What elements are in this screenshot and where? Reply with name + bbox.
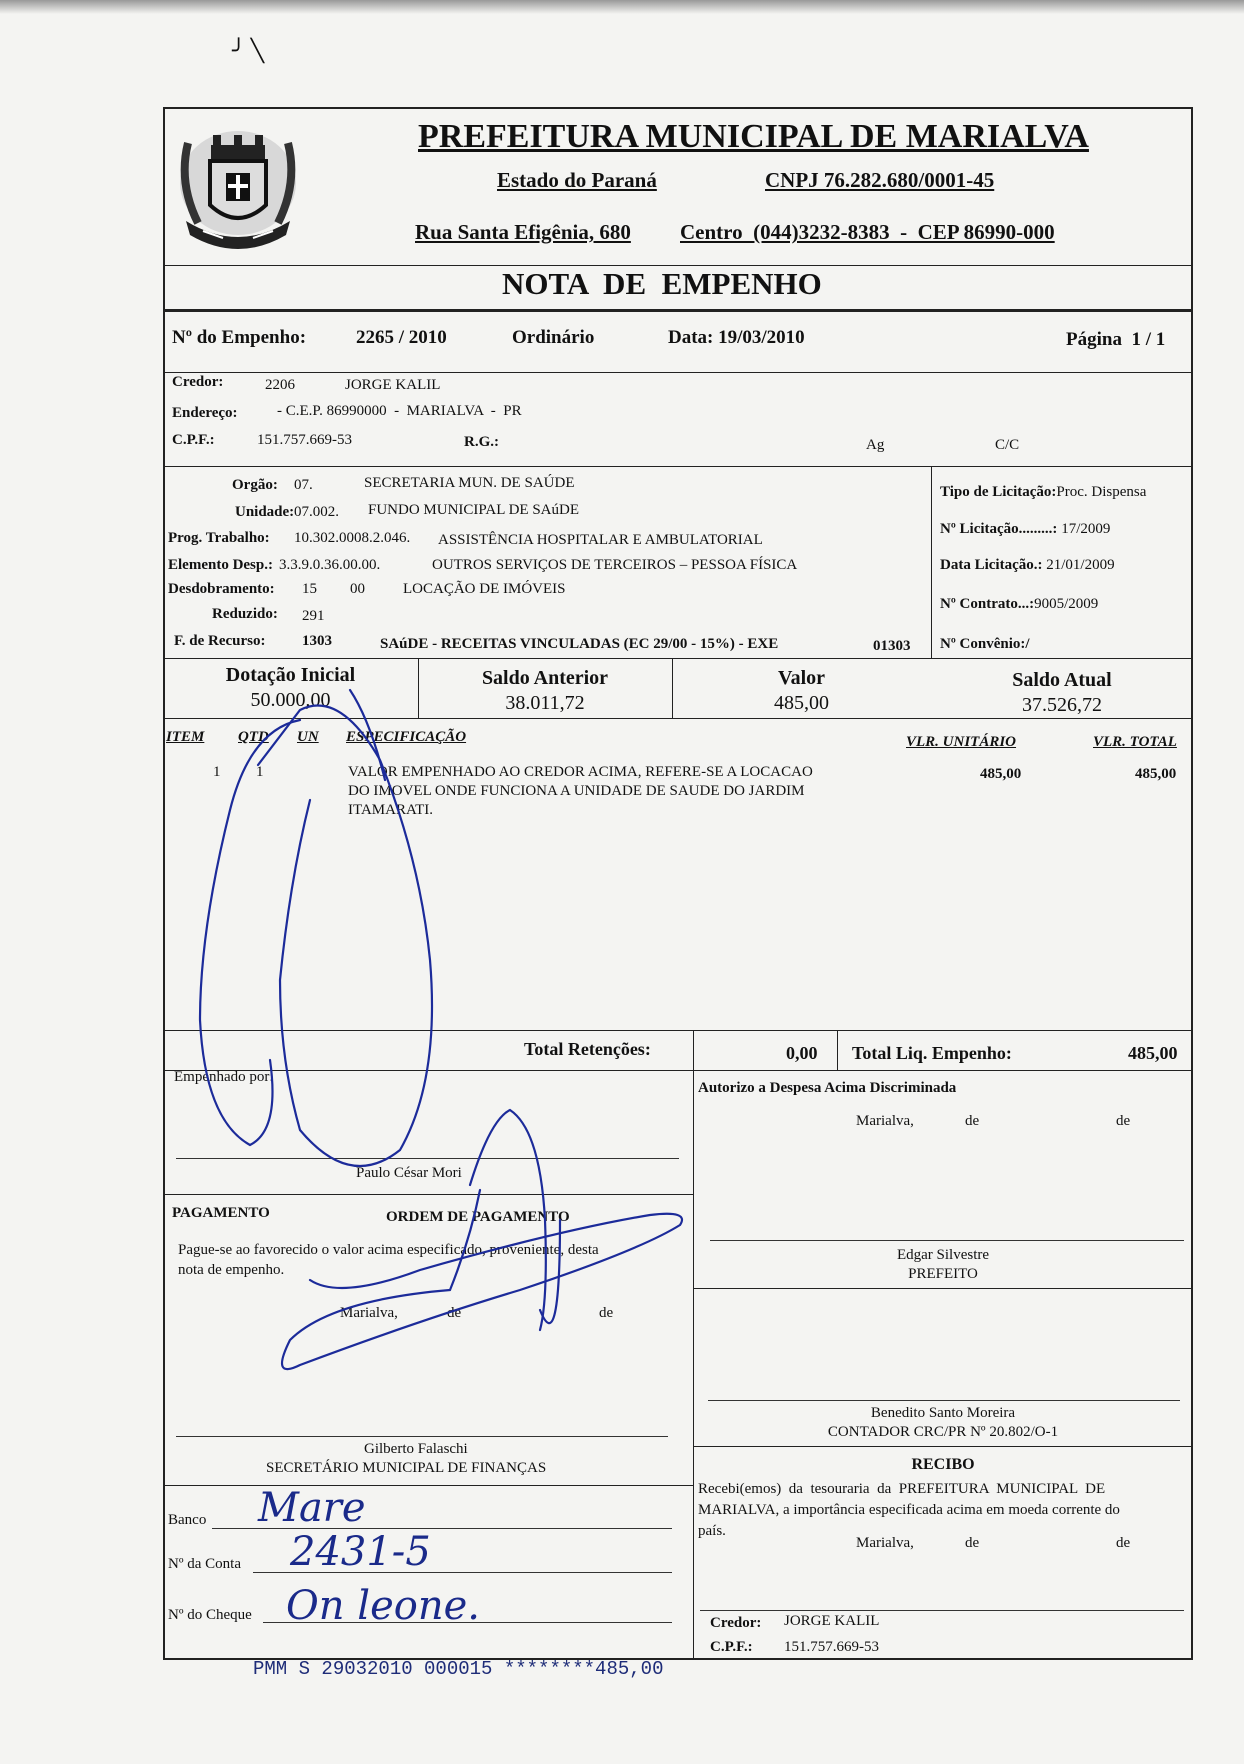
cpf-label: C.P.F.: [172, 432, 215, 448]
saldo-atual-label: Saldo Atual [1012, 669, 1112, 691]
contador-title: CONTADOR CRC/PR Nº 20.802/O-1 [827, 1424, 1059, 1440]
orgao-name: SECRETARIA MUN. DE SAÚDE [364, 475, 575, 491]
autorizo-text: Autorizo a Despesa Acima Discriminada [698, 1080, 957, 1096]
de-1: de [447, 1305, 462, 1321]
unidade-label: Unidade: [235, 504, 295, 520]
recibo-text-1: Recebi(emos) da tesouraria da PREFEITURA MUNICIPAL DE [698, 1481, 1106, 1497]
scan-marks: ╯ ╲ [232, 38, 264, 63]
prog-label: Prog. Trabalho: [168, 530, 270, 546]
elem-label: Elemento Desp.: [168, 557, 273, 573]
orgao-code: 07. [294, 477, 313, 493]
recibo-credor: JORGE KALIL [784, 1613, 880, 1629]
dotacao-value: 50.000,00 [250, 689, 331, 711]
credor-label: Credor: [172, 374, 224, 390]
unidade-name: FUNDO MUNICIPAL DE SAúDE [368, 502, 579, 518]
retencoes-label: Total Retenções: [524, 1039, 651, 1059]
recibo-cpf: 151.757.669-53 [784, 1639, 879, 1655]
de-2: de [599, 1305, 614, 1321]
secretario-title: SECRETÁRIO MUNICIPAL DE FINANÇAS [266, 1460, 547, 1476]
saldo-anterior-value: 38.011,72 [505, 692, 585, 714]
place-autorizo: Marialva, [856, 1113, 914, 1129]
item-total-value: 485,00 [1135, 766, 1177, 782]
col-vlr-unitario: VLR. UNITÁRIO [906, 734, 1017, 750]
prefeito-title: PREFEITO [908, 1266, 978, 1282]
item-qtd: 1 [256, 764, 264, 780]
ordem-pagamento-label: ORDEM DE PAGAMENTO [386, 1209, 570, 1225]
desd-name: LOCAÇÃO DE IMÓVEIS [403, 581, 566, 597]
num-licitacao: Nº Licitação.........: 17/2009 [940, 521, 1111, 537]
tipo-licitacao: Tipo de Licitação:Proc. Dispensa [940, 484, 1147, 500]
col-vlr-total: VLR. TOTAL [1093, 734, 1177, 750]
reduzido-code: 291 [302, 608, 325, 624]
de-3: de [965, 1113, 980, 1129]
cheque-label: Nº do Cheque [168, 1607, 252, 1623]
item-desc-line2: DO IMOVEL ONDE FUNCIONA A UNIDADE DE SAUDE DO JARDIM [348, 783, 805, 799]
prog-name: ASSISTÊNCIA HOSPITALAR E AMBULATORIAL [438, 532, 763, 548]
data-licitacao: Data Licitação.: 21/01/2009 [940, 557, 1115, 573]
empenho-date: Data: 19/03/2010 [668, 327, 805, 348]
contact: Centro (044)3232-8383 - CEP 86990-000 [680, 220, 1055, 244]
col-item: ITEM [166, 729, 205, 745]
convenio: Nº Convênio:/ [940, 636, 1030, 652]
reduzido-label: Reduzido: [212, 606, 278, 622]
de-4: de [1116, 1113, 1131, 1129]
col-qtd: QTD [238, 729, 269, 745]
recurso-name: SAúDE - RECEITAS VINCULADAS (EC 29/00 - 15%) - EXE [380, 636, 779, 652]
recibo-title: RECIBO [911, 1456, 975, 1473]
conta-handwritten: 2431-5 [290, 1529, 431, 1575]
prog-code: 10.302.0008.2.046. [294, 530, 411, 546]
recibo-text-3: país. [698, 1523, 726, 1539]
orgao-label: Orgão: [232, 477, 278, 493]
credor-code: 2206 [265, 377, 295, 393]
prefeito-name: Edgar Silvestre [896, 1247, 990, 1263]
unidade-code: 07.002. [294, 504, 339, 520]
address: Rua Santa Efigênia, 680 [415, 220, 631, 244]
recibo-cpf-label: C.P.F.: [710, 1639, 753, 1655]
item-desc-line1: VALOR EMPENHADO AO CREDOR ACIMA, REFERE-SE A LOCACAO [348, 764, 813, 780]
place-recibo: Marialva, [856, 1535, 914, 1551]
item-desc-line3: ITAMARATI. [348, 802, 434, 818]
elem-name: OUTROS SERVIÇOS DE TERCEIROS – PESSOA FÍSICA [432, 557, 798, 573]
num-contrato: Nº Contrato...:9005/2009 [940, 596, 1099, 612]
banco-label: Banco [168, 1512, 207, 1528]
item-number: 1 [213, 764, 221, 780]
recurso-code: 1303 [302, 633, 332, 649]
credor-name: JORGE KALIL [345, 377, 441, 393]
empenho-type: Ordinário [512, 327, 595, 348]
secretario-name: Gilberto Falaschi [364, 1441, 468, 1457]
recurso-label: F. de Recurso: [174, 633, 266, 649]
dotacao-label: Dotação Inicial [225, 664, 356, 686]
item-unit-value: 485,00 [980, 766, 1022, 782]
valor-value: 485,00 [774, 692, 829, 714]
col-un: UN [297, 729, 319, 745]
contador-name: Benedito Santo Moreira [870, 1405, 1016, 1421]
recibo-text-2: MARIALVA, a importância especificada acima em moeda corrente do [698, 1502, 1120, 1518]
state: Estado do Paraná [497, 168, 657, 192]
liquido-label: Total Liq. Empenho: [852, 1043, 1012, 1063]
valor-label: Valor [777, 667, 826, 689]
pagamento-label: PAGAMENTO [172, 1205, 270, 1221]
credor-address: - C.E.P. 86990000 - MARIALVA - PR [277, 403, 522, 419]
col-especificacao: ESPECIFICAÇÃO [346, 729, 467, 745]
payment-stamp: PMM S 29032010 000015 ********485,00 [253, 1658, 664, 1680]
credor-cpf: 151.757.669-53 [257, 432, 352, 448]
desd-code: 15 [302, 581, 317, 597]
empenhado-name: Paulo César Mori [356, 1165, 462, 1181]
scan-edge [0, 0, 1244, 14]
de-6: de [1116, 1535, 1131, 1551]
retencoes-value: 0,00 [786, 1043, 818, 1063]
page-number: Página 1 / 1 [1066, 329, 1166, 350]
place-pagamento: Marialva, [340, 1305, 398, 1321]
liquido-value: 485,00 [1128, 1043, 1178, 1063]
pague-text-2: nota de empenho. [178, 1262, 285, 1278]
conta-label: Nº da Conta [168, 1556, 241, 1572]
rg-label: R.G.: [464, 434, 499, 450]
page-title: PREFEITURA MUNICIPAL DE MARIALVA [418, 118, 1089, 155]
cc-label: C/C [995, 437, 1020, 453]
recurso-code2: 01303 [873, 638, 911, 654]
pague-text-1: Pague-se ao favorecido o valor acima especificado, proveniente, desta [178, 1242, 599, 1258]
desd-sub: 00 [350, 581, 365, 597]
ag-label: Ag [866, 437, 885, 453]
cheque-handwritten: On leone. [286, 1583, 480, 1629]
empenho-number-label: Nº do Empenho: [172, 327, 307, 348]
coat-of-arms-icon [168, 113, 318, 253]
document-title: NOTA DE EMPENHO [502, 266, 822, 301]
desd-label: Desdobramento: [168, 581, 275, 597]
de-5: de [965, 1535, 980, 1551]
empenhado-label: Empenhado por: [174, 1069, 274, 1085]
saldo-anterior-label: Saldo Anterior [481, 667, 609, 689]
cnpj: CNPJ 76.282.680/0001-45 [765, 168, 995, 192]
saldo-atual-value: 37.526,72 [1022, 694, 1102, 716]
banco-handwritten: Mare [258, 1485, 366, 1531]
elem-code: 3.3.9.0.36.00.00. [279, 557, 381, 573]
address-label: Endereço: [172, 405, 238, 421]
empenho-number: 2265 / 2010 [356, 327, 447, 348]
recibo-credor-label: Credor: [710, 1615, 762, 1631]
